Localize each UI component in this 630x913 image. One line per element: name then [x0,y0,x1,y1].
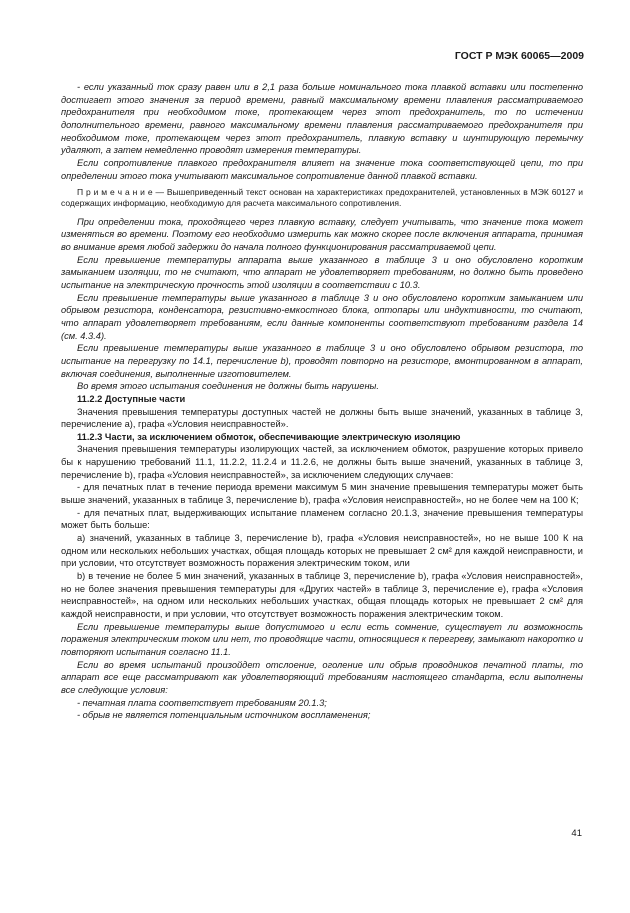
paragraph-accessible-parts: Значения превышения температуры доступных частей не должны быть выше значений, указанных в таблице 3, перечисление а), графа «Условия неисправностей». [61,406,583,430]
section-heading-11-2-3: 11.2.3 Части, за исключением обмоток, обеспечивающие электрическую изоляцию [77,431,461,442]
paragraph-fuse-resistance: Если сопротивление плавкого предохранителя влияет на значение тока соответствующей цепи, то при определении этого тока учитывают максимальное сопротивление данной плавкой вставки. [61,157,583,181]
paragraph-excess-temperature: Если превышение температуры выше допустимого и если есть сомнение, существует ли возможность поражения электрическим током или нет, то проводящие части, относящиеся к перегреву, замыкают накоротко и повторяют испытания согласно 11.1. [61,621,583,657]
list-item-pcb-5min: - для печатных плат в течение периода времени максимум 5 мин значение превышения температуры может быть выше значений, указанных в таблице 3, перечисление b), графа «Условия неисправностей», но не более чем на 100 К; [61,482,583,506]
list-item-pcb-flame: - для печатных плат, выдерживающих испытание пламенем согласно 20.1.3, значение превышения температуры может быть больше: [61,507,583,531]
list-item-pcb-requirement: - печатная плата соответствует требованиям 20.1.3; [77,697,327,708]
paragraph-current-measurement: При определении тока, проходящего через плавкую вставку, следует учитывать, что значение тока может изменяться во времени. Поэтому его необходимо измерить как можно скорее после включения аппарата, принимая во внимание время любой задержки до начала полного функционирования рассматриваемой цепи. [61,216,583,252]
paragraph-fuse-current-condition: - если указанный ток сразу равен или в 2,1 раза больше номинального тока плавкой вставки или постепенно достигает этого значения за период времени, равный максимальному времени плавления рассматриваемого предохранителя при необходимом токе, протекающем через этот предохранитель, то по истечении дополнительного времени, равного максимальному времени плавления рассматриваемого предохранителя при необходимом токе, протекающем через этот предохранитель, плавкую вставку и шунтирующую перемычку удаляют, а затем немедленно проводят измерения температуры. [61,82,583,156]
paragraph-component-short: Если превышение температуры выше указанного в таблице 3 и оно обусловлено коротким замыканием или обрывом резистора, конденсатора, резистивно-емкостного блока, оптопары или индуктивности, то считают, что аппарат удовлетворяет требованиям, если данные компоненты соответствуют требованиям раздела 14 (см. 4.3.4). [61,292,583,341]
list-item-ignition-source: - обрыв не является потенциальным источником воспламенения; [77,710,371,721]
paragraph-resistor-open: Если превышение температуры выше указанного в таблице 3 и оно обусловлено обрывом резистора, то испытание на перегрузку по 14.1, перечисление b), проводят повторно на резисторе, вмонтированном в аппарат, включая соединения, выполненные изготовителем. [61,343,583,379]
list-item-a: а) значений, указанных в таблице 3, перечисление b), графа «Условия неисправностей», но не выше 100 К на одном или нескольких небольших участках, общая площадь которых не превышает 2 см² для каждой неисправности, и при условии, что отсутствует возможность поражения электрическим током, или [61,533,583,569]
document-body [61,81,583,722]
page-number: 41 [571,828,582,839]
paragraph-pcb-conductors: Если во время испытаний произойдет отслоение, оголение или обрыв проводников печатной платы, то аппарат все еще рассматривают как удовлетворяющий требованиям настоящего стандарта, если выполнены все следующие условия: [61,659,583,695]
list-item-b: b) в течение не более 5 мин значений, указанных в таблице 3, перечисление b), графа «Условия неисправностей», но не более значения превышения температуры для «Других частей» в таблице 3, перечисление е), графа «Условия неисправностей», на одном или нескольких небольших участках, общая площадь которых не превышает 2 см² для каждой неисправности, и при условии, что отсутствует возможность поражения электрическим током. [61,571,583,619]
standard-code-header: ГОСТ Р МЭК 60065—2009 [454,50,584,62]
section-heading-11-2-2: 11.2.2 Доступные части [77,393,186,404]
paragraph-insulating-parts: Значения превышения температуры изолирующих частей, за исключением обмоток, разрушение которых привело бы к нарушению требований 11.1, 11.2.2, 11.2.4 и 11.2.6, не должны быть выше значений, указанных в таблице 3, перечисление b), графа «Условия неисправностей», за исключением следующих случаев: [61,444,583,480]
paragraph-connections: Во время этого испытания соединения не должны быть нарушены. [77,381,379,392]
note-paragraph: П р и м е ч а н и е — Вышеприведенный текст основан на характеристиках предохранителей, установленных в МЭК 60127 и содержащих информацию, необходимую для расчета максимального сопротивления. [61,187,583,209]
paragraph-insulation-short: Если превышение температуры аппарата выше указанного в таблице 3 и оно обусловлено коротким замыканием изоляции, то не считают, что аппарат не удовлетворяет требованиям, но должно быть проведено испытание на электрическую прочность этой изоляции в соответствии с 10.3. [61,254,583,290]
